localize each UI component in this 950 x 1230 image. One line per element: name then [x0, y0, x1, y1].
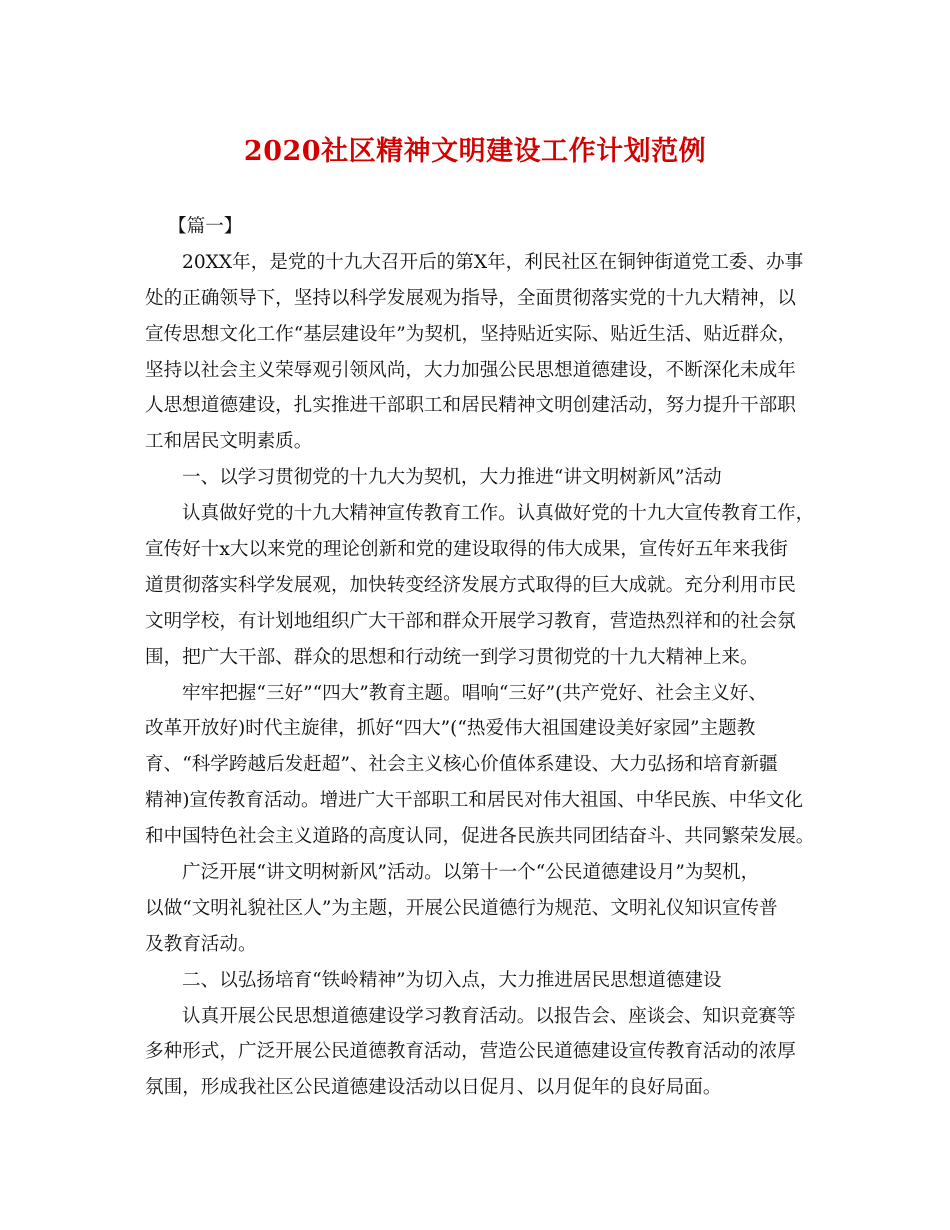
- paragraph-line: 以做“文明礼貌社区人”为主题，开展公民道德行为规范、文明礼仪知识宣传普: [145, 897, 778, 919]
- paragraph-line: 文明学校，有计划地组织广大干部和群众开展学习教育，营造热烈祥和的社会氛: [145, 610, 796, 632]
- paragraph-line: 和中国特色社会主义道路的高度认同，促进各民族共同团结奋斗、共同繁荣发展。: [145, 826, 815, 848]
- paragraph-line: 认真开展公民思想道德建设学习教育活动。以报告会、座谈会、知识竞赛等: [182, 1005, 796, 1027]
- paragraph-line: 围，把广大干部、群众的思想和行动统一到学习贯彻党的十九大精神上来。: [145, 646, 759, 668]
- paragraph-line: 道贯彻落实科学发展观，加快转变经济发展方式取得的巨大成就。充分利用市民: [145, 574, 796, 596]
- document-title: 2020社区精神文明建设工作计划范例: [243, 136, 707, 167]
- paragraph-line: 广泛开展“讲文明树新风”活动。以第十一个“公民道德建设月”为契机，: [182, 862, 760, 884]
- section-heading: 一、以学习贯彻党的十九大为契机，大力推进“讲文明树新风”活动: [182, 467, 722, 489]
- section-heading: 二、以弘扬培育“铁岭精神”为切入点，大力推进居民思想道德建设: [182, 969, 722, 991]
- paragraph-line: 氛围，形成我社区公民道德建设活动以日促月、以月促年的良好局面。: [145, 1077, 722, 1099]
- paragraph-line: 20XX年，是党的十九大召开后的第X年，利民社区在铜钟街道党工委、办事: [182, 251, 804, 273]
- paragraph-line: 处的正确领导下，坚持以科学发展观为指导，全面贯彻落实党的十九大精神，以: [145, 287, 796, 309]
- paragraph-line: 及教育活动。: [145, 933, 257, 955]
- paragraph-line: 精神)宣传教育活动。增进广大干部职工和居民对伟大祖国、中华民族、中华文化: [145, 790, 804, 812]
- document-body: [145, 209, 815, 1106]
- paragraph-line: 宣传好十x大以来党的理论创新和党的建设取得的伟大成果，宣传好五年来我街: [145, 539, 788, 561]
- paragraph-line: 工和居民文明素质。: [145, 431, 313, 453]
- paragraph-line: 人思想道德建设，扎实推进干部职工和居民精神文明创建活动，努力提升干部职: [145, 395, 796, 417]
- paragraph-line: 宣传思想文化工作“基层建设年”为契机，坚持贴近实际、贴近生活、贴近群众，: [145, 323, 797, 345]
- paragraph-line: 牢牢把握“三好”“四大”教育主题。唱响“三好”(共产党好、社会主义好、: [182, 682, 767, 704]
- paragraph-line: 改革开放好)时代主旋律，抓好“四大”(“热爱伟大祖国建设美好家园”主题教: [145, 718, 756, 740]
- section-label: 【篇一】: [168, 216, 243, 237]
- paragraph-line: 多种形式，广泛开展公民道德教育活动，营造公民道德建设宣传教育活动的浓厚: [145, 1041, 796, 1063]
- paragraph-line: 育、“科学跨越后发赶超”、社会主义核心价值体系建设、大力弘扬和培育新疆: [145, 754, 778, 776]
- paragraph-line: 坚持以社会主义荣辱观引领风尚，大力加强公民思想道德建设，不断深化未成年: [145, 359, 796, 381]
- paragraph-line: 认真做好党的十九大精神宣传教育工作。认真做好党的十九大宣传教育工作，: [182, 503, 815, 525]
